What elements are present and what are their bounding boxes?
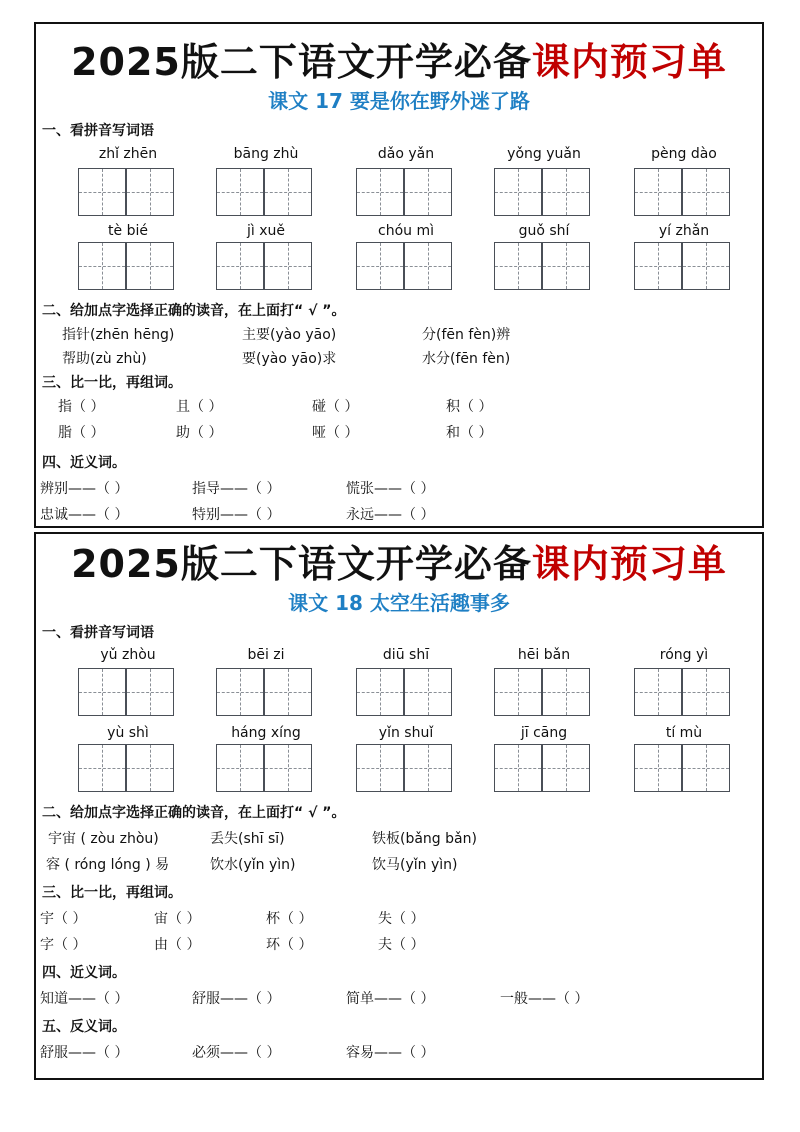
section-heading: 五、反义词。	[42, 1019, 126, 1035]
section-heading: 二、给加点字选择正确的读音，在上面打“ √ ”。	[42, 303, 346, 319]
writing-box[interactable]	[634, 242, 682, 290]
writing-box[interactable]	[494, 242, 542, 290]
antonym-item[interactable]: 舒服——（ ）	[40, 1045, 129, 1061]
pronunciation-item[interactable]: 饮水(yǐn yìn)	[210, 857, 296, 873]
worksheet-title	[36, 40, 762, 84]
writing-box[interactable]	[126, 744, 174, 792]
pronunciation-item[interactable]: 水分(fēn fèn)	[422, 351, 511, 367]
writing-box[interactable]	[216, 168, 264, 216]
pronunciation-item[interactable]: 主要(yào yāo)	[242, 327, 337, 343]
synonym-item[interactable]: 一般——（ ）	[500, 991, 589, 1007]
pinyin-label: róng yì	[659, 647, 709, 663]
compare-item[interactable]: 和（ ）	[446, 425, 493, 441]
writing-box[interactable]	[78, 744, 126, 792]
pinyin-label: chóu mì	[378, 223, 434, 239]
writing-box[interactable]	[356, 168, 404, 216]
synonym-item[interactable]: 特别——（ ）	[192, 507, 281, 523]
pronunciation-item[interactable]: 要(yào yāo)求	[242, 351, 337, 367]
writing-box[interactable]	[542, 668, 590, 716]
writing-box[interactable]	[78, 668, 126, 716]
compare-item[interactable]: 宇（ ）	[40, 911, 87, 927]
pinyin-label: yǒng yuǎn	[507, 146, 581, 162]
compare-item[interactable]: 杯（ ）	[266, 911, 313, 927]
synonym-item[interactable]: 指导——（ ）	[192, 481, 281, 497]
pronunciation-item[interactable]: 容 ( róng lóng ) 易	[46, 857, 170, 873]
writing-box[interactable]	[682, 668, 730, 716]
pinyin-label: jì xuě	[246, 223, 285, 239]
compare-item[interactable]: 积（ ）	[446, 399, 493, 415]
writing-box[interactable]	[682, 242, 730, 290]
pinyin-label: bēi zi	[247, 647, 285, 663]
writing-box[interactable]	[404, 168, 452, 216]
pinyin-label: jī cāng	[520, 725, 568, 741]
pinyin-label: tí mù	[665, 725, 703, 741]
writing-box[interactable]	[682, 168, 730, 216]
compare-item[interactable]: 助（ ）	[176, 425, 223, 441]
writing-box[interactable]	[356, 668, 404, 716]
synonym-item[interactable]: 简单——（ ）	[346, 991, 435, 1007]
worksheet-lesson-18	[34, 532, 764, 1080]
title-highlight: 课内预习单	[531, 40, 727, 84]
pinyin-label: yǔ zhòu	[100, 647, 156, 663]
writing-box[interactable]	[494, 168, 542, 216]
pinyin-label: diū shī	[382, 647, 430, 663]
synonym-item[interactable]: 永远——（ ）	[346, 507, 435, 523]
title-main: 2025版二下语文开学必备	[71, 542, 532, 586]
writing-box[interactable]	[682, 744, 730, 792]
section-heading: 四、近义词。	[42, 965, 126, 981]
writing-box[interactable]	[264, 242, 312, 290]
writing-box[interactable]	[78, 242, 126, 290]
pronunciation-item[interactable]: 丢失(shī sī)	[210, 831, 285, 847]
pinyin-label: tè bié	[108, 223, 148, 239]
lesson-subtitle: 课文 18 太空生活趣事多	[288, 591, 510, 615]
compare-item[interactable]: 指（ ）	[58, 399, 105, 415]
writing-box[interactable]	[494, 744, 542, 792]
section-heading: 一、看拼音写词语	[42, 625, 154, 641]
pronunciation-item[interactable]: 指针(zhēn hēng)	[62, 327, 175, 343]
title-highlight: 课内预习单	[531, 542, 727, 586]
writing-box[interactable]	[78, 168, 126, 216]
synonym-item[interactable]: 知道——（ ）	[40, 991, 129, 1007]
writing-box[interactable]	[542, 744, 590, 792]
writing-box[interactable]	[216, 242, 264, 290]
pronunciation-item[interactable]: 铁板(bǎng bǎn)	[372, 831, 477, 847]
writing-box[interactable]	[634, 744, 682, 792]
compare-item[interactable]: 哑（ ）	[312, 425, 359, 441]
section-heading: 一、看拼音写词语	[42, 123, 154, 139]
antonym-item[interactable]: 容易——（ ）	[346, 1045, 435, 1061]
compare-item[interactable]: 字（ ）	[40, 937, 87, 953]
writing-box[interactable]	[634, 168, 682, 216]
writing-box[interactable]	[264, 668, 312, 716]
writing-box[interactable]	[404, 668, 452, 716]
pinyin-label: zhǐ zhēn	[98, 146, 158, 162]
antonym-item[interactable]: 必须——（ ）	[192, 1045, 281, 1061]
pinyin-label: guǒ shí	[518, 223, 570, 239]
pinyin-label: bāng zhù	[233, 146, 299, 162]
worksheet-lesson-17	[34, 22, 764, 528]
writing-box[interactable]	[126, 668, 174, 716]
writing-box[interactable]	[264, 744, 312, 792]
section-heading: 三、比一比，再组词。	[42, 375, 182, 391]
writing-box[interactable]	[404, 744, 452, 792]
lesson-subtitle: 课文 17 要是你在野外迷了路	[268, 89, 530, 113]
writing-box[interactable]	[126, 168, 174, 216]
worksheet-title	[36, 542, 762, 586]
section-heading: 四、近义词。	[42, 455, 126, 471]
compare-item[interactable]: 失（ ）	[378, 911, 425, 927]
pinyin-label: yǐn shuǐ	[378, 725, 434, 741]
pinyin-label: hēi bǎn	[517, 647, 571, 663]
writing-box[interactable]	[356, 744, 404, 792]
writing-box[interactable]	[542, 242, 590, 290]
synonym-item[interactable]: 忠诚——（ ）	[40, 507, 129, 523]
compare-item[interactable]: 脂（ ）	[58, 425, 105, 441]
pinyin-label: yù shì	[107, 725, 149, 741]
compare-item[interactable]: 由（ ）	[154, 937, 201, 953]
synonym-item[interactable]: 辨别——（ ）	[40, 481, 129, 497]
pinyin-label: pèng dào	[651, 146, 717, 162]
writing-box[interactable]	[264, 168, 312, 216]
writing-box[interactable]	[126, 242, 174, 290]
pronunciation-item[interactable]: 帮助(zù zhù)	[62, 351, 147, 367]
pinyin-label: yí zhǎn	[658, 223, 710, 239]
writing-box[interactable]	[216, 668, 264, 716]
pinyin-label: háng xíng	[231, 725, 301, 741]
compare-item[interactable]: 夫（ ）	[378, 937, 425, 953]
writing-box[interactable]	[216, 744, 264, 792]
pronunciation-item[interactable]: 分(fēn fèn)辨	[422, 327, 511, 343]
compare-item[interactable]: 宙（ ）	[154, 911, 201, 927]
compare-item[interactable]: 环（ ）	[266, 937, 313, 953]
synonym-item[interactable]: 舒服——（ ）	[192, 991, 281, 1007]
writing-box[interactable]	[542, 168, 590, 216]
writing-box[interactable]	[356, 242, 404, 290]
writing-box[interactable]	[634, 668, 682, 716]
pronunciation-item[interactable]: 饮马(yǐn yìn)	[372, 857, 458, 873]
section-heading: 三、比一比，再组词。	[42, 885, 182, 901]
pronunciation-item[interactable]: 宇宙 ( zòu zhòu)	[48, 831, 159, 847]
compare-item[interactable]: 碰（ ）	[312, 399, 359, 415]
writing-box[interactable]	[404, 242, 452, 290]
synonym-item[interactable]: 慌张——（ ）	[346, 481, 435, 497]
section-heading: 二、给加点字选择正确的读音，在上面打“ √ ”。	[42, 805, 346, 821]
compare-item[interactable]: 且（ ）	[176, 399, 223, 415]
title-main: 2025版二下语文开学必备	[71, 40, 532, 84]
writing-box[interactable]	[494, 668, 542, 716]
pinyin-label: dǎo yǎn	[377, 146, 435, 162]
